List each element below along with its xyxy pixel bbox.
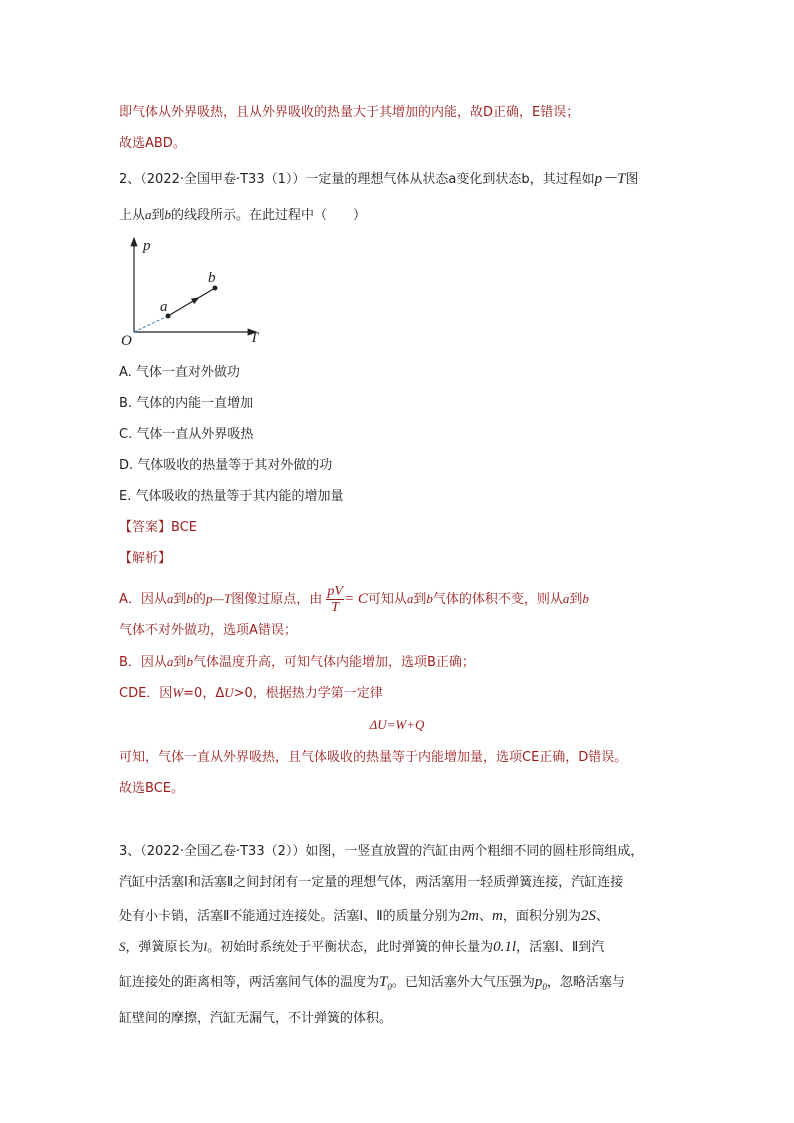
analysis-a-text-8: 到 — [569, 592, 583, 607]
q2-stem2-mid: 到 — [151, 208, 165, 223]
label-o: O — [121, 333, 132, 349]
dashed-extension — [134, 316, 168, 332]
analysis-a-text-6: 到 — [413, 592, 427, 607]
analysis-a-text-3: 的 — [192, 592, 206, 607]
q3-area-s: S — [119, 939, 126, 954]
analysis-a-var-b2: b — [426, 591, 433, 606]
q3-mass-2m: 2m — [460, 908, 479, 924]
first-law-formula: ΔU=W+Q — [369, 717, 425, 732]
q2-analysis-b — [119, 653, 475, 672]
prev-solution-line-2: 故选ABD。 — [119, 136, 186, 151]
q2-pt-graph — [118, 232, 278, 352]
q2-stem2-post: 的线段所示。在此过程中（ ） — [171, 208, 367, 223]
q3-line-6: 缸壁间的摩擦，汽缸无漏气，不计弹簧的体积。 — [119, 1011, 393, 1026]
q3-line5-text-1: 缸连接处的距离相等，两活塞间气体的温度为 — [119, 975, 380, 990]
q3-mass-m: m — [492, 908, 503, 924]
q2-option-c: C. 气体一直从外界吸热 — [119, 427, 254, 442]
analysis-b-text-3: 气体温度升高，可知气体内能增加，选项B正确； — [192, 655, 475, 670]
q2-analysis-conclusion: 可知，气体一直从外界吸热，且气体吸收的热量等于内能增加量，选项CE正确，D错误。 — [119, 750, 628, 765]
analysis-a-var-b3: b — [582, 591, 589, 606]
q2-stem2-b: b — [164, 207, 172, 222]
q2-stem2-text: 上从 — [119, 208, 146, 223]
analysis-a-var-b: b — [186, 591, 193, 606]
analysis-a-var-a2: a — [406, 591, 414, 606]
q3-line4-text-3: ，活塞Ⅰ、Ⅱ到汽 — [516, 940, 605, 955]
analysis-a-var-a3: a — [562, 591, 570, 606]
q3-temp-t0 — [379, 974, 392, 990]
segment-arrow — [191, 297, 200, 304]
label-a: a — [160, 299, 168, 315]
analysis-a-pt: p—T — [205, 591, 232, 606]
q2-stem-line-2 — [119, 206, 366, 225]
analysis-a-var-a: a — [166, 591, 174, 606]
q3-line-1: 3、（2022·全国乙卷·T33（2））如图，一竖直放置的汽缸由两个粗细不同的圆柱形筒组成， — [119, 844, 644, 859]
q3-line3-text-3: ，面积分别为 — [502, 909, 581, 924]
q2-answer: 【答案】BCE — [119, 520, 197, 535]
analysis-cde-text-1: CDE．因 — [119, 686, 173, 701]
q3-line-4 — [119, 938, 604, 957]
q2-analysis-final: 故选BCE。 — [119, 781, 184, 796]
q3-length-l: l — [203, 939, 208, 954]
q2-analysis-a-line-1 — [119, 584, 589, 615]
analysis-a-text-5: 可知从 — [367, 592, 407, 607]
q2-stem-text: 2、（2022·全国甲卷·T33（1））一定量的理想气体从状态a变化到状态b，其过程如 — [119, 172, 595, 187]
q3-line3-text-4: 、 — [595, 909, 609, 924]
q3-temp-sub: 0 — [387, 982, 392, 992]
q2-option-d: D. 气体吸收的热量等于其对外做的功 — [119, 458, 333, 473]
q3-line5-text-2: 。已知活塞外大气压强为 — [391, 975, 535, 990]
q2-stem-math-pt: p－T — [594, 171, 626, 187]
q3-line4-text-2: 。初始时系统处于平衡状态，此时弹簧的伸长量为 — [207, 940, 494, 955]
q2-analysis-cde — [119, 684, 383, 703]
q3-line5-text-3: ，忽略活塞与 — [546, 975, 625, 990]
ideal-gas-fraction — [326, 584, 344, 615]
analysis-cde-text-2: =0，Δ — [183, 686, 225, 701]
q3-pressure-p0 — [535, 974, 547, 990]
q3-line3-text-1: 处有小卡销，活塞Ⅱ不能通过连接处。活塞Ⅰ、Ⅱ的质量分别为 — [119, 909, 461, 924]
label-t: T — [250, 330, 259, 346]
analysis-b-text-1: B．因从 — [119, 655, 167, 670]
fraction-numerator: pV — [327, 584, 343, 599]
q2-stem-suffix: 图 — [625, 172, 639, 187]
q2-analysis-a-line-2: 气体不对外做功，选项A错误； — [119, 623, 297, 638]
q2-option-a: A. 气体一直对外做功 — [119, 365, 240, 380]
analysis-b-var-b: b — [186, 654, 193, 669]
fraction-denominator: T — [331, 600, 340, 615]
q3-line-3 — [119, 907, 609, 926]
q3-pressure-symbol: p — [534, 974, 543, 990]
q3-line3-text-2: 、 — [478, 909, 492, 924]
analysis-cde-w: W — [172, 685, 184, 700]
point-b — [213, 286, 218, 291]
q3-extension: 0.1l — [493, 939, 517, 955]
q2-option-e: E. 气体吸收的热量等于其内能的增加量 — [119, 489, 344, 504]
q3-line-5 — [119, 973, 625, 996]
label-p: p — [143, 238, 151, 254]
analysis-cde-u: U — [224, 685, 234, 700]
q2-analysis-title: 【解析】 — [119, 551, 172, 566]
analysis-a-text-7: 气体的体积不变，则从 — [432, 592, 563, 607]
q3-temp-symbol: T — [379, 974, 388, 990]
segment-ab — [168, 288, 215, 316]
prev-solution-line-1: 即气体从外界吸热，且从外界吸收的热量大于其增加的内能，故D正确，E错误； — [119, 105, 580, 120]
q3-pressure-sub: 0 — [542, 982, 547, 992]
q3-area-2s: 2S — [580, 908, 596, 924]
q3-line-2: 汽缸中活塞Ⅰ和活塞Ⅱ之间封闭有一定量的理想气体，两活塞用一轻质弹簧连接，汽缸连接 — [119, 875, 624, 890]
q2-stem-line-1 — [119, 170, 638, 189]
q2-stem2-a: a — [145, 207, 152, 222]
analysis-a-text-1: A．因从 — [119, 592, 167, 607]
analysis-b-var-a: a — [166, 654, 174, 669]
analysis-b-text-2: 到 — [173, 655, 187, 670]
label-b: b — [208, 270, 216, 286]
fraction-rhs: = C — [343, 591, 368, 607]
analysis-a-text-2: 到 — [173, 592, 187, 607]
q2-option-b: B. 气体的内能一直增加 — [119, 396, 254, 411]
analysis-cde-text-3: >0，根据热力学第一定律 — [233, 686, 383, 701]
analysis-a-text-4: 图像过原点，由 — [231, 592, 323, 607]
q3-line4-text-1: ，弹簧原长为 — [125, 940, 204, 955]
